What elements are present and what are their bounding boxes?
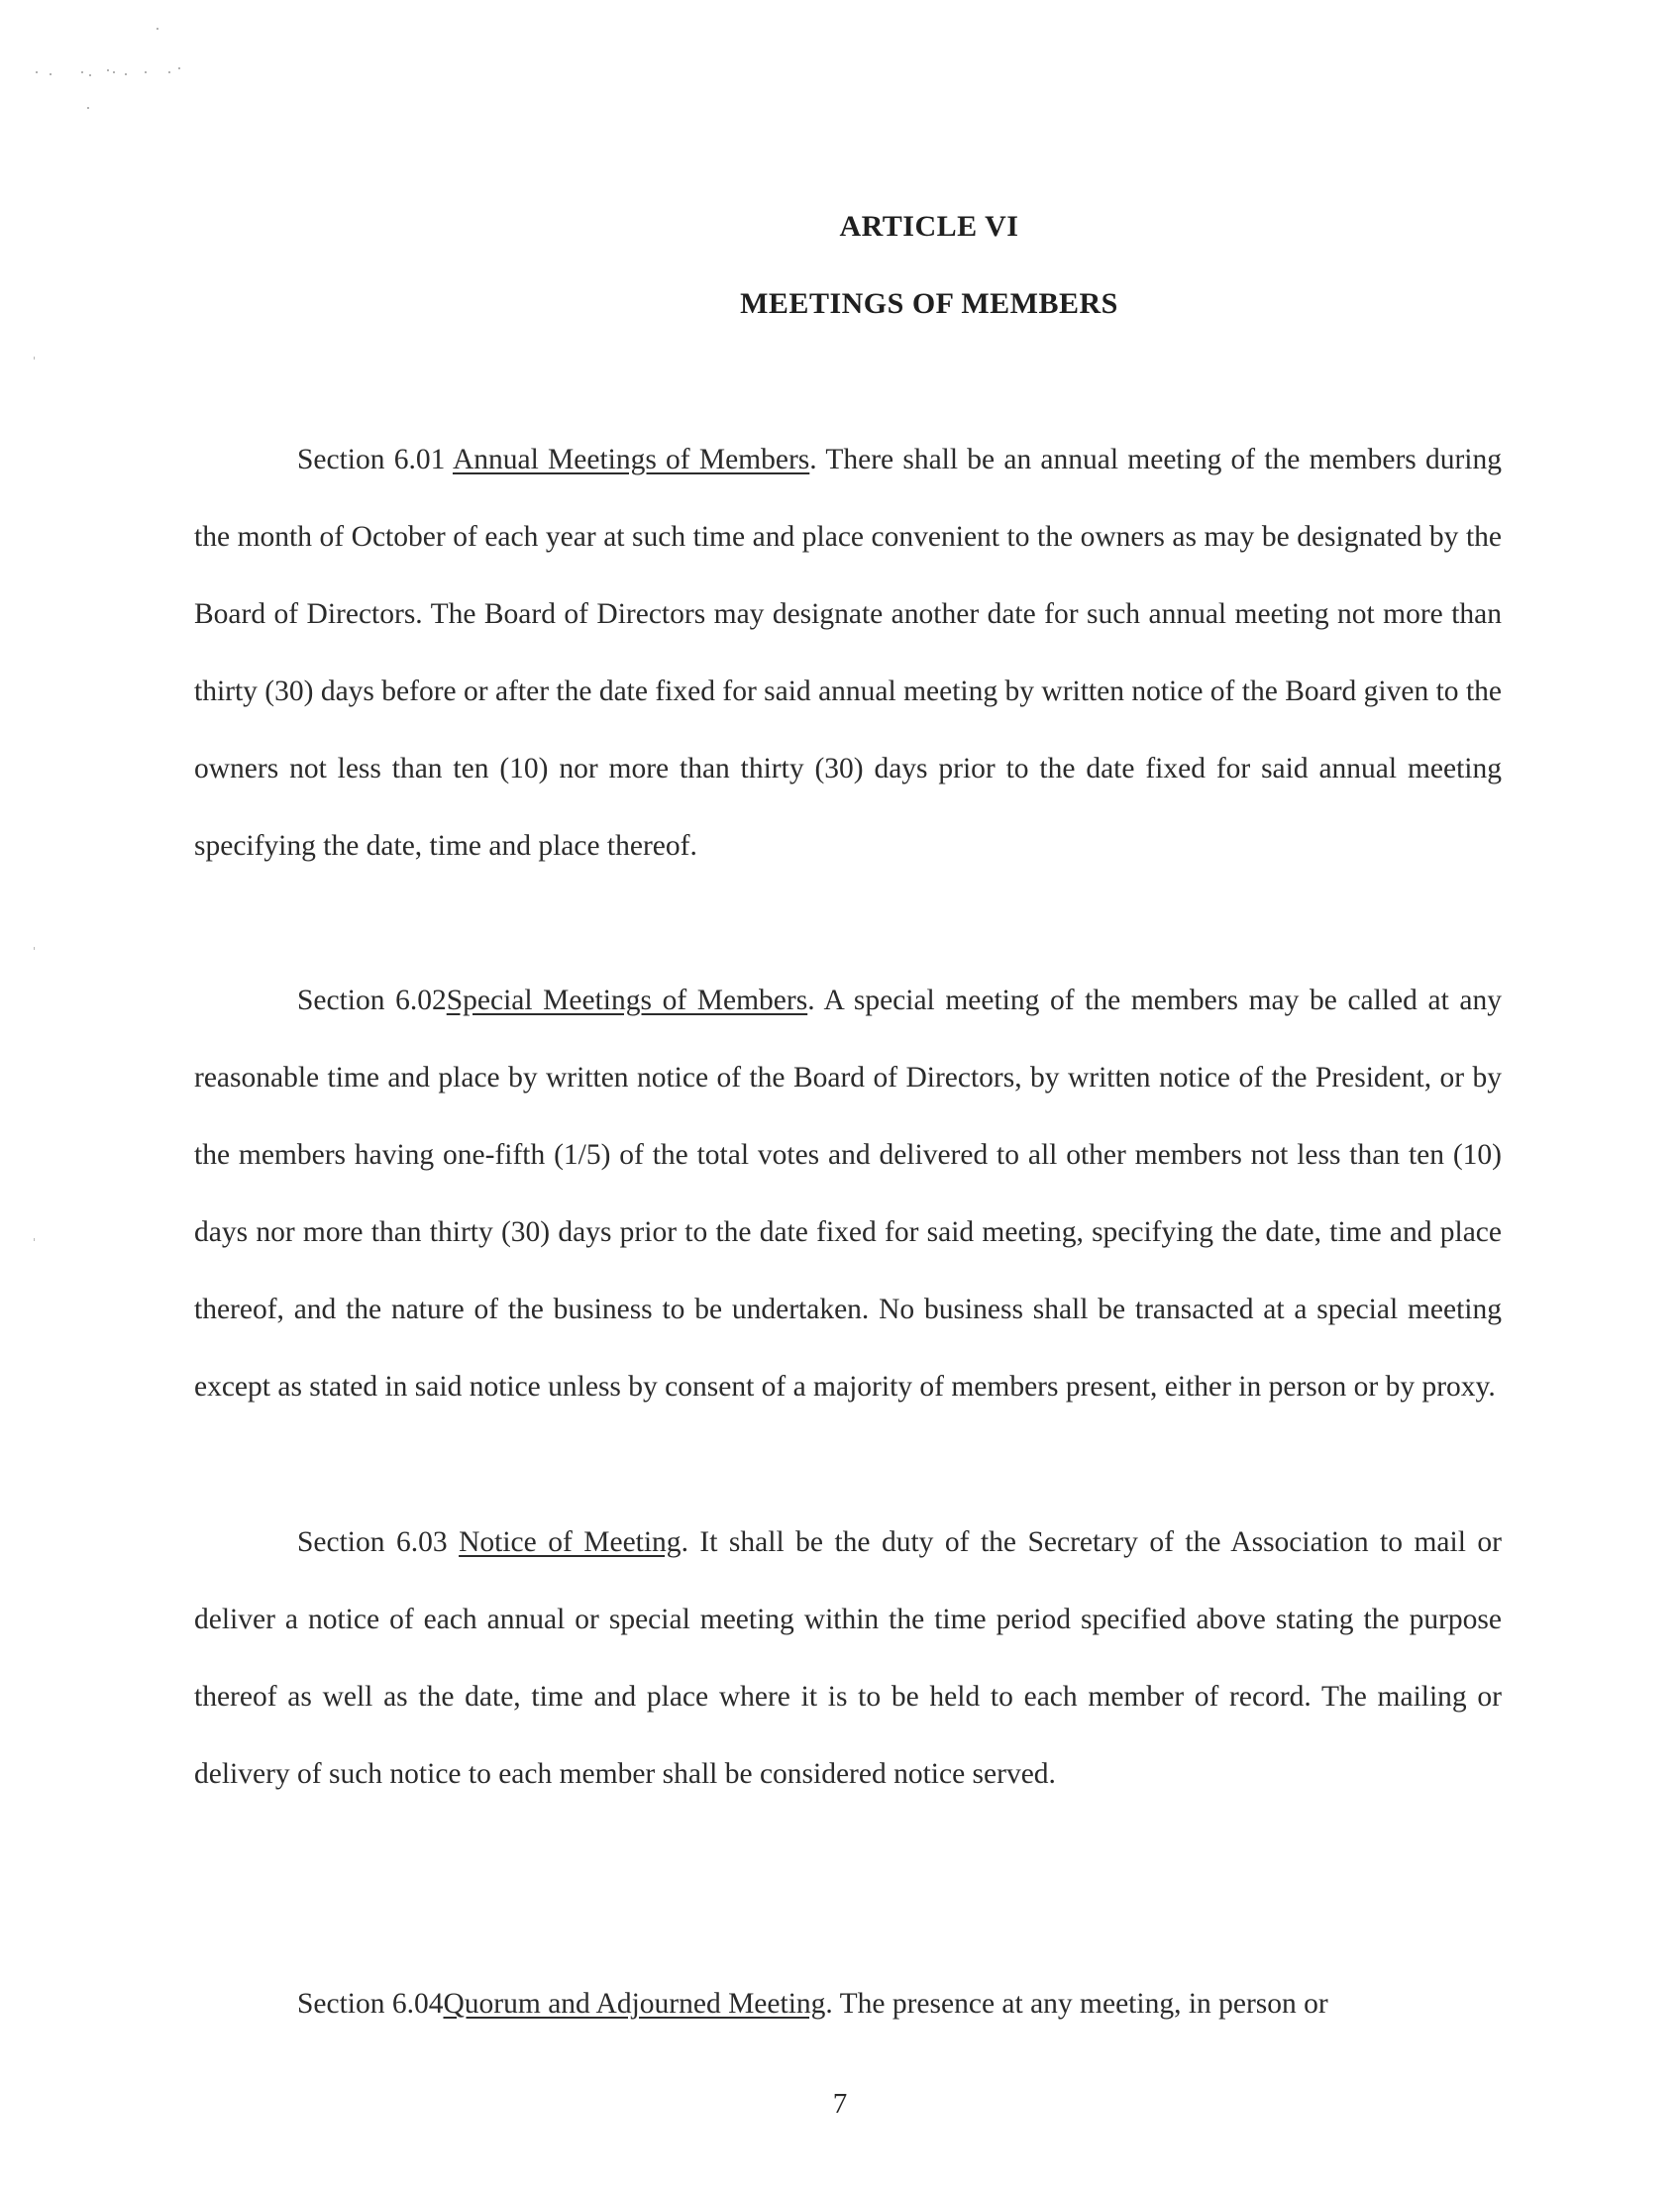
section-title: Notice of Meeting [459, 1526, 682, 1558]
section-title: Quorum and Adjourned Meeting [443, 1988, 826, 2020]
section-number: Section 6.01 [297, 444, 446, 475]
section-body: . There shall be an annual meeting of the members during the month of October of each year at such time and place convenient to the owners as may be designated by the Board of Directors. The Board of Directors may designate another date for such annual meeting not more than thirty (30) days before or after the date fixed for said annual meeting by written notice of the Board given to the owners not less than ten (10) nor more than thirty (30) days prior to the date fixed for said annual meeting specifying the date, time and place thereof. [194, 444, 1502, 862]
section-number: Section 6.02 [297, 985, 447, 1016]
margin-mark [34, 947, 35, 950]
section-6-02 [194, 962, 1502, 1425]
margin-mark [34, 1238, 35, 1241]
section-6-03 [194, 1504, 1502, 1813]
scan-artifacts [30, 20, 228, 139]
section-6-04 [194, 1965, 1502, 2042]
article-subtitle: MEETINGS OF MEMBERS [740, 287, 1118, 320]
section-title: Special Meetings of Members [446, 985, 808, 1016]
section-number: Section 6.03 [297, 1526, 448, 1558]
section-body: . It shall be the duty of the Secretary of the Association to mail or deliver a notice of each annual or special meeting within the time period specified above stating the purpose thereof as well as the date, time and place where it is to be held to each member of record. The mailing or delivery of such notice to each member shall be considered notice served. [194, 1526, 1502, 1790]
page-number: 7 [832, 2088, 848, 2120]
article-title: ARTICLE VI [839, 210, 1019, 243]
section-6-01 [194, 421, 1502, 885]
margin-mark [34, 357, 35, 360]
section-number: Section 6.04 [297, 1988, 444, 2020]
section-body: . The presence at any meeting, in person or [825, 1988, 1328, 2020]
section-body: . A special meeting of the members may be called at any reasonable time and place by written notice of the Board of Directors, by written notice of the President, or by the members having one-fifth (1/5) of the total votes and delivered to all other members not less than ten (10) days nor more than thirty (30) days prior to the date fixed for said meeting, specifying the date, time and place thereof, and the nature of the business to be undertaken. No business shall be transacted at a special meeting except as stated in said notice unless by consent of a majority of members present, either in person or by proxy. [194, 985, 1502, 1403]
section-title: Annual Meetings of Members [452, 444, 810, 475]
